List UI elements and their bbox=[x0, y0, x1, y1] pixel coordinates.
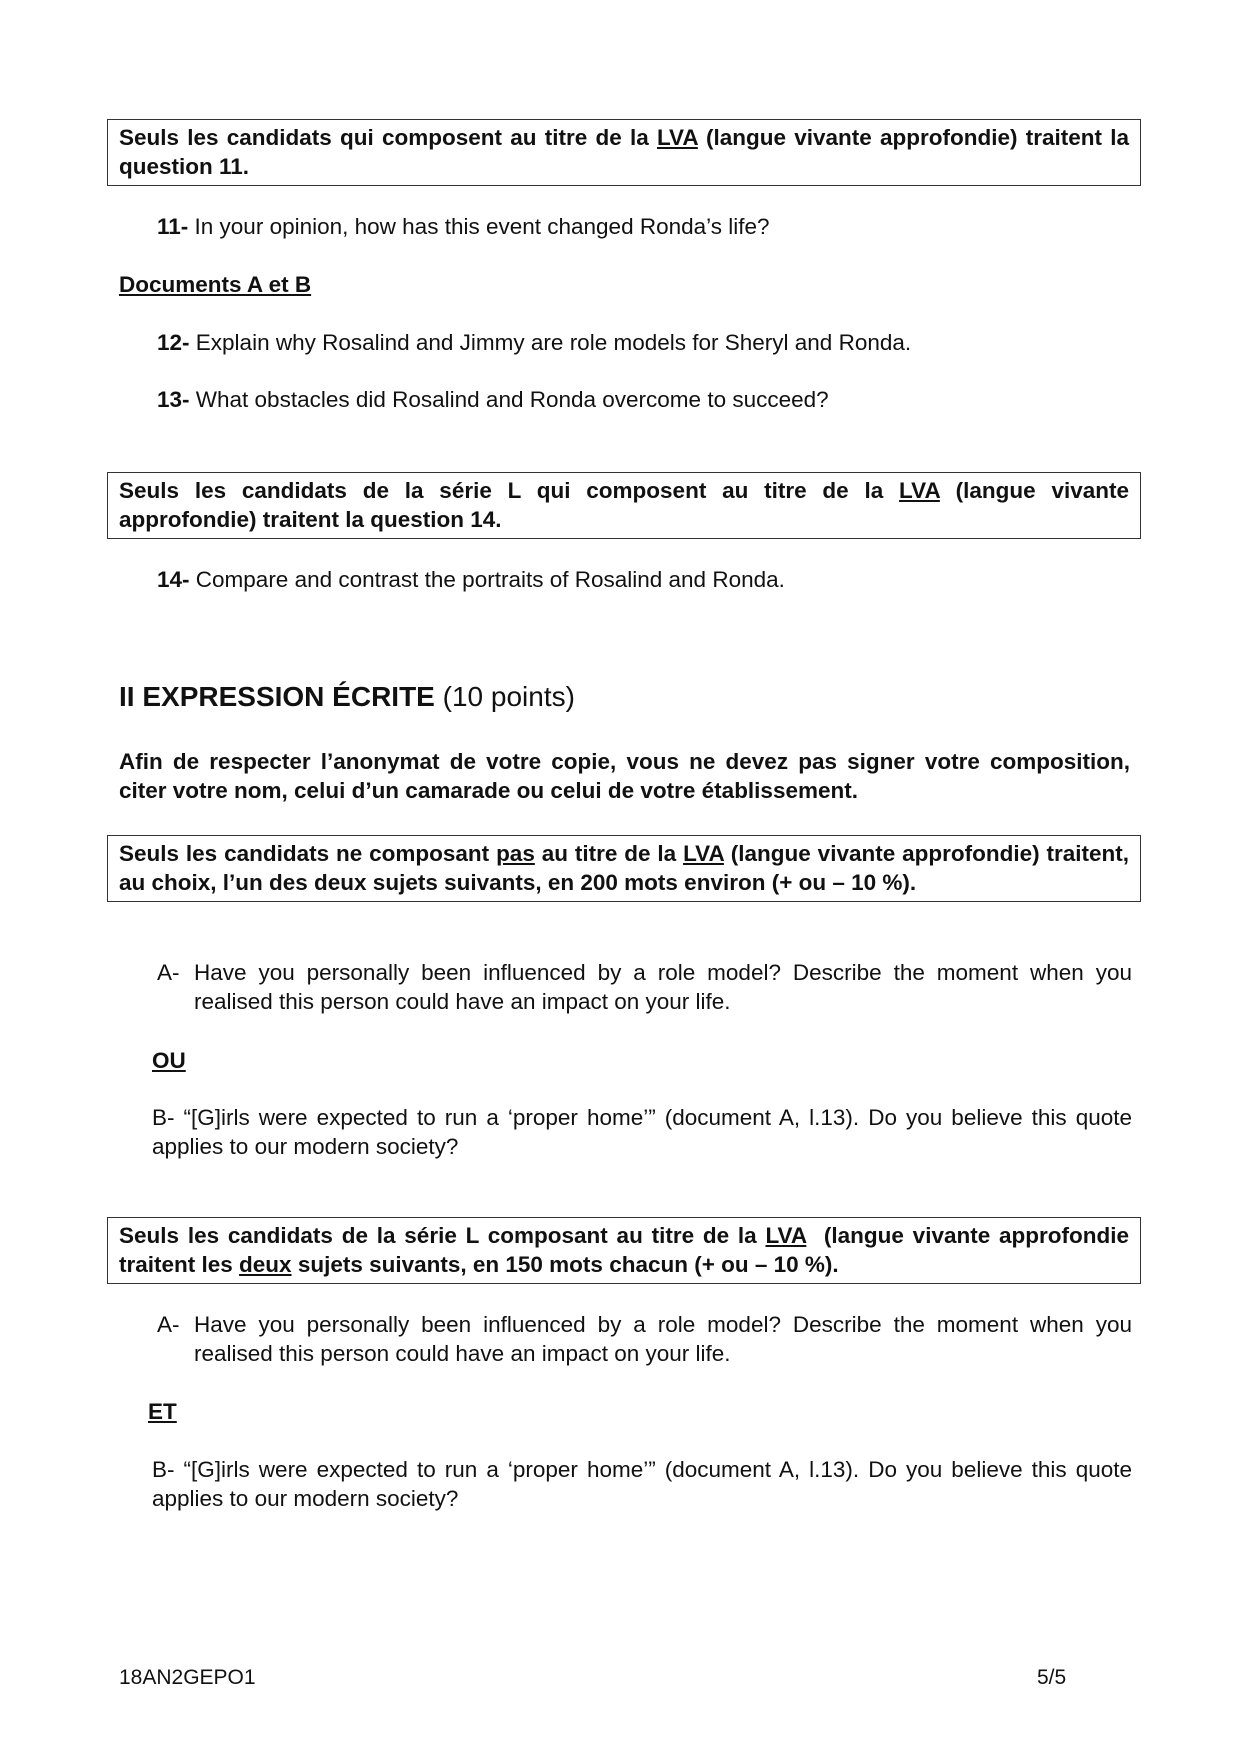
question-text: Explain why Rosalind and Jimmy are role models for Sheryl and Ronda. bbox=[189, 330, 912, 355]
section-title bbox=[119, 680, 575, 714]
separator-ou: OU bbox=[152, 1048, 186, 1073]
subject-text: Have you personally been influenced by a role model? Describe the moment when you realised this person could have an impact on your life. bbox=[194, 960, 1132, 1014]
lva-label: LVA bbox=[899, 478, 940, 503]
instruction-box-choice bbox=[107, 835, 1141, 902]
instruction-text: Seuls les candidats qui composent au titre de la bbox=[119, 125, 657, 150]
document-code: 18AN2GEPO1 bbox=[119, 1666, 256, 1689]
anonymat-notice: Afin de respecter l’anonymat de votre copie, vous ne devez pas signer votre composition, citer votre nom, celui d’un camarade ou celui de votre établissement. bbox=[119, 749, 1130, 803]
question-13 bbox=[157, 385, 829, 414]
instruction-text: (langue vivante approfondie) traitent la question 14. bbox=[119, 478, 1129, 532]
question-number: 12- bbox=[157, 330, 190, 355]
question-12 bbox=[157, 328, 911, 357]
instruction-text: (langue vivante approfondie traitent les bbox=[119, 1223, 1136, 1277]
question-11 bbox=[157, 212, 770, 241]
instruction-text: (langue vivante approfondie) traitent, au choix, l’un des deux sujets suivants, en 200 mots environ (+ ou – 10 %). bbox=[119, 841, 1129, 895]
section-title-text: II EXPRESSION ÉCRITE bbox=[119, 681, 435, 712]
question-number: 11- bbox=[157, 214, 189, 239]
subject-text: Have you personally been influenced by a role model? Describe the moment when you realised this person could have an impact on your life. bbox=[194, 1312, 1132, 1366]
subject-b: B- “[G]irls were expected to run a ‘proper home’” (document A, l.13). Do you believe this quote applies to our modern society? bbox=[152, 1105, 1132, 1159]
question-14 bbox=[157, 565, 785, 594]
subject-a bbox=[157, 958, 1132, 1016]
question-text: Compare and contrast the portraits of Rosalind and Ronda. bbox=[189, 567, 785, 592]
pas-label: pas bbox=[496, 841, 535, 866]
separator-et: ET bbox=[148, 1399, 177, 1424]
subject-a bbox=[157, 1310, 1132, 1368]
instruction-text: (langue vivante approfondie) traitent la question 11. bbox=[119, 125, 1130, 179]
subject-letter: A- bbox=[157, 1312, 180, 1337]
lva-label: LVA bbox=[683, 841, 724, 866]
question-text: What obstacles did Rosalind and Ronda overcome to succeed? bbox=[189, 387, 829, 412]
lva-label: LVA bbox=[656, 125, 698, 150]
subject-letter: A- bbox=[157, 960, 180, 985]
lva-label: LVA bbox=[765, 1223, 807, 1248]
deux-label: deux bbox=[239, 1252, 292, 1277]
instruction-text: Seuls les candidats de la série L qui composent au titre de la bbox=[119, 478, 900, 503]
page-number: 5/5 bbox=[1037, 1666, 1067, 1689]
question-number: 13- bbox=[157, 387, 190, 412]
instruction-text: Seuls les candidats ne composant bbox=[119, 841, 497, 866]
instruction-text: au titre de la bbox=[534, 841, 684, 866]
instruction-box-both bbox=[107, 1217, 1141, 1284]
section-points: (10 points) bbox=[434, 681, 575, 712]
question-text: In your opinion, how has this event changed Ronda’s life? bbox=[188, 214, 770, 239]
instruction-box-q11 bbox=[107, 119, 1141, 186]
instruction-text: Seuls les candidats de la série L composant au titre de la bbox=[119, 1223, 766, 1248]
instruction-text: sujets suivants, en 150 mots chacun (+ ou – 10 %). bbox=[291, 1252, 839, 1277]
instruction-box-q14 bbox=[107, 472, 1141, 539]
documents-heading: Documents A et B bbox=[119, 272, 312, 297]
question-number: 14- bbox=[157, 567, 190, 592]
subject-b: B- “[G]irls were expected to run a ‘proper home’” (document A, l.13). Do you believe this quote applies to our modern society? bbox=[152, 1457, 1132, 1511]
